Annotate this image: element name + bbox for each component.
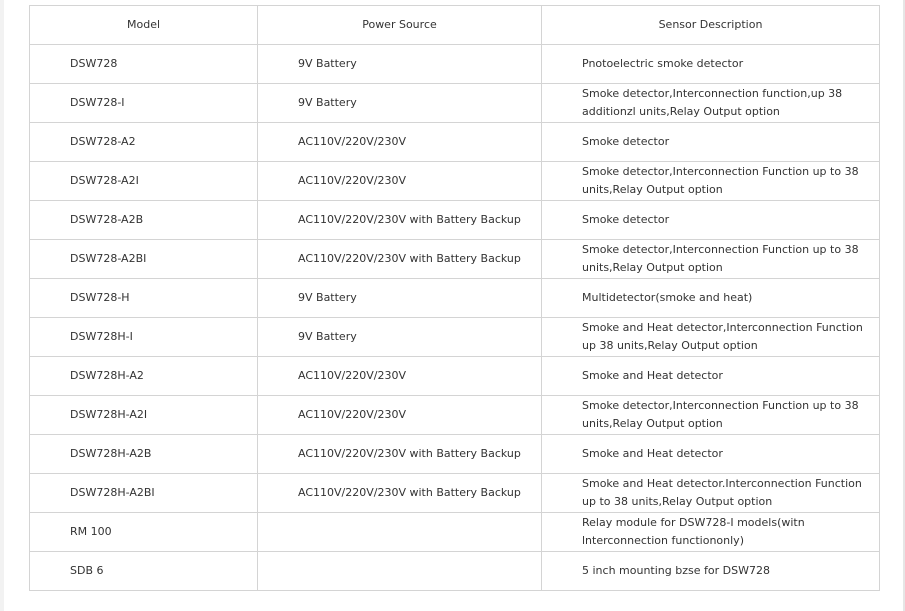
table-body: [30, 45, 880, 591]
cell-power-source: AC110V/220V/230V with Battery Backup: [258, 474, 542, 513]
cell-power-source: AC110V/220V/230V: [258, 123, 542, 162]
cell-power-source: [258, 552, 542, 591]
cell-model: DSW728-A2: [30, 123, 258, 162]
cell-model: DSW728-I: [30, 84, 258, 123]
table-row: [30, 435, 880, 474]
cell-model: DSW728-A2BI: [30, 240, 258, 279]
cell-model: DSW728H-A2I: [30, 396, 258, 435]
cell-power-source: 9V Battery: [258, 279, 542, 318]
table-row: [30, 474, 880, 513]
cell-model: DSW728H-A2BI: [30, 474, 258, 513]
cell-model: SDB 6: [30, 552, 258, 591]
cell-sensor-description: Smoke and Heat detector,Interconnection Function up 38 units,Relay Output option: [542, 318, 880, 357]
cell-model: DSW728-A2I: [30, 162, 258, 201]
table-row: [30, 552, 880, 591]
cell-sensor-description: Multidetector(smoke and heat): [542, 279, 880, 318]
cell-sensor-description: 5 inch mounting bzse for DSW728: [542, 552, 880, 591]
cell-sensor-description: Smoke detector,Interconnection function,up 38 additionzl units,Relay Output option: [542, 84, 880, 123]
spec-table: [29, 5, 880, 591]
cell-power-source: 9V Battery: [258, 318, 542, 357]
cell-sensor-description: Relay module for DSW728-I models(witn lnterconnection functiononly): [542, 513, 880, 552]
cell-power-source: AC110V/220V/230V with Battery Backup: [258, 240, 542, 279]
cell-sensor-description: Smoke detector: [542, 201, 880, 240]
table-row: [30, 357, 880, 396]
cell-power-source: AC110V/220V/230V with Battery Backup: [258, 201, 542, 240]
header-model: Model: [30, 6, 258, 45]
table-row: [30, 396, 880, 435]
cell-power-source: 9V Battery: [258, 84, 542, 123]
cell-model: DSW728: [30, 45, 258, 84]
table-row: [30, 240, 880, 279]
cell-sensor-description: Smoke and Heat detector.Interconnection Function up to 38 units,Relay Output option: [542, 474, 880, 513]
cell-model: RM 100: [30, 513, 258, 552]
table-row: [30, 84, 880, 123]
table-row: [30, 45, 880, 84]
cell-sensor-description: Smoke detector: [542, 123, 880, 162]
table-row: [30, 318, 880, 357]
spec-table-container: [29, 5, 879, 591]
cell-sensor-description: Smoke detector,Interconnection Function up to 38 units,Relay Output option: [542, 396, 880, 435]
cell-model: DSW728-A2B: [30, 201, 258, 240]
table-row: [30, 201, 880, 240]
cell-model: DSW728H-A2: [30, 357, 258, 396]
cell-model: DSW728H-A2B: [30, 435, 258, 474]
cell-power-source: AC110V/220V/230V with Battery Backup: [258, 435, 542, 474]
cell-power-source: [258, 513, 542, 552]
table-row: [30, 162, 880, 201]
cell-power-source: AC110V/220V/230V: [258, 396, 542, 435]
cell-power-source: AC110V/220V/230V: [258, 357, 542, 396]
cell-power-source: 9V Battery: [258, 45, 542, 84]
cell-sensor-description: Smoke detector,Interconnection Function up to 38 units,Relay Output option: [542, 162, 880, 201]
cell-model: DSW728-H: [30, 279, 258, 318]
cell-sensor-description: Smoke and Heat detector: [542, 357, 880, 396]
header-row: [30, 6, 880, 45]
cell-sensor-description: Pnotoelectric smoke detector: [542, 45, 880, 84]
cell-power-source: AC110V/220V/230V: [258, 162, 542, 201]
cell-sensor-description: Smoke detector,Interconnection Function up to 38 units,Relay Output option: [542, 240, 880, 279]
cell-model: DSW728H-I: [30, 318, 258, 357]
table-row: [30, 513, 880, 552]
cell-sensor-description: Smoke and Heat detector: [542, 435, 880, 474]
header-sensor-description: Sensor Description: [542, 6, 880, 45]
header-power-source: Power Source: [258, 6, 542, 45]
table-row: [30, 123, 880, 162]
table-row: [30, 279, 880, 318]
